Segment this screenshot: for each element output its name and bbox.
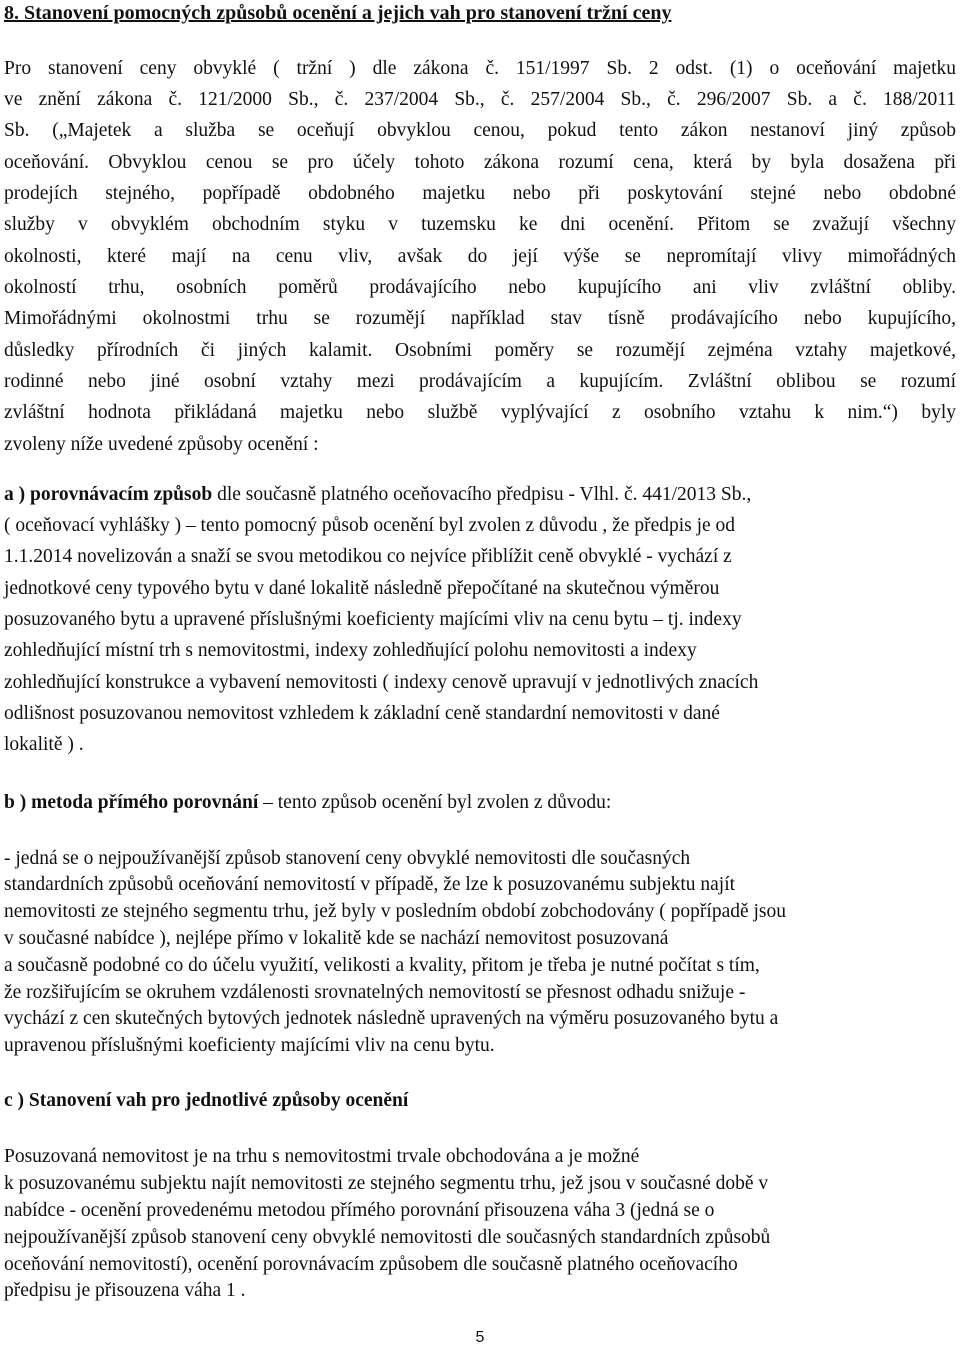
page-number: 5 — [475, 1329, 485, 1346]
section-b-line: v současné nabídce ), nejlépe přímo v lokalitě kde se nachází nemovitost posuzovaná — [4, 928, 669, 949]
section-b-title-line — [4, 792, 956, 814]
section-heading: 8. Stanovení pomocných způsobů ocenění a jejich vah pro stanovení tržní ceny — [4, 2, 672, 24]
intro-line: Pro stanovení ceny obvyklé ( tržní ) dle zákona č. 151/1997 Sb. 2 odst. (1) o oceňování majetku — [4, 58, 956, 79]
section-a-line: jednotkové ceny typového bytu v dané lokalitě následně přepočítané na skutečnou výměrou — [4, 578, 720, 599]
section-c-line: oceňování nemovitostí), ocenění porovnávacím způsobem dle současně platného oceňovacího — [4, 1254, 738, 1275]
section-c-line: předpisu je přisouzena váha 1 . — [4, 1280, 246, 1301]
intro-line: služby v obvyklém obchodním styku v tuzemsku ke dni ocenění. Přitom se zvažují všechny — [4, 214, 956, 235]
section-a-prefix: a ) — [4, 484, 30, 505]
section-b-line: vychází z cen skutečných bytových jednotek následně upravených na výměru posuzovaného bytu a — [4, 1008, 779, 1029]
intro-line: prodejích stejného, popřípadě obdobného majetku nebo při poskytování stejné nebo obdobné — [4, 183, 956, 204]
section-a-title-rest: dle současně platného oceňovacího předpisu - Vlhl. č. 441/2013 Sb., — [212, 484, 752, 505]
intro-line: rodinné nebo jiné osobní vztahy mezi prodávajícím a kupujícím. Zvláštní oblibou se rozumí — [4, 371, 956, 392]
section-a-line: odlišnost posuzovanou nemovitost vzhledem k základní ceně standardní nemovitosti v dané — [4, 703, 720, 724]
intro-line: ve znění zákona č. 121/2000 Sb., č. 237/2004 Sb., č. 257/2004 Sb., č. 296/2007 Sb. a č. 188/2011 — [4, 89, 956, 110]
section-b-line: standardních způsobů oceňování nemovitostí v případě, že lze k posuzovanému subjektu najít — [4, 874, 736, 895]
section-c-line: nejpoužívanější způsob stanovení ceny obvyklé nemovitosti dle současných standardních způsobů — [4, 1227, 771, 1248]
section-b-title: metoda přímého porovnání — [31, 792, 259, 813]
section-b-title-rest: – tento způsob ocenění byl zvolen z důvodu: — [258, 792, 612, 813]
intro-line: oceňování. Obvyklou cenou se pro účely tohoto zákona rozumí cena, která by byla dosažena při — [4, 152, 956, 173]
section-a-line: lokalitě ) . — [4, 734, 84, 755]
section-a-line: ( oceňovací vyhlášky ) – tento pomocný působ ocenění byl zvolen z důvodu , že předpis je od — [4, 515, 736, 536]
intro-line: Mimořádnými okolnostmi trhu se rozumějí například stav tísně prodávajícího nebo kupujícího, — [4, 308, 956, 329]
section-b-line: nemovitosti ze stejného segmentu trhu, jež byly v posledním období zobchodovány ( popřípadě jsou — [4, 901, 787, 922]
section-c-title: c ) Stanovení vah pro jednotlivé způsoby ocenění — [4, 1090, 409, 1111]
section-a-title-line — [4, 484, 956, 506]
intro-line: Sb. („Majetek a služba se oceňují obvyklou cenou, pokud tento zákon nestanoví jiný způsob — [4, 120, 956, 141]
section-b-line: upravenou příslušnými koeficienty majícími vliv na cenu bytu. — [4, 1035, 495, 1056]
section-b-line: že rozšiřujícím se okruhem vzdálenosti srovnatelných nemovitostí se přesnost odhadu snižuje - — [4, 982, 746, 1003]
section-b-prefix: b ) — [4, 792, 32, 813]
section-a-line: zohledňující místní trh s nemovitostmi, indexy zohledňující polohu nemovitosti a indexy — [4, 640, 697, 661]
section-b-line: a současně podobné co do účelu využití, velikosti a kvality, přitom je třeba je nutné počítat s tím, — [4, 955, 760, 976]
section-c-line: nabídce - ocenění provedenému metodou přímého porovnání přisouzena váha 3 (jedná se o — [4, 1200, 715, 1221]
section-c-line: Posuzovaná nemovitost je na trhu s nemovitostmi trvale obchodována a je možné — [4, 1146, 640, 1167]
section-a-line: posuzovaného bytu a upravené příslušnými koeficienty majícími vliv na cenu bytu – tj. indexy — [4, 609, 742, 630]
section-a-title: porovnávacím způsob — [30, 484, 213, 505]
intro-line: zvoleny níže uvedené způsoby ocenění : — [4, 434, 319, 455]
section-a-line: zohledňující konstrukce a vybavení nemovitosti ( indexy cenově upravují v jednotlivých znacích — [4, 672, 759, 693]
section-a-line: 1.1.2014 novelizován a snaží se svou metodikou co nejvíce přiblížit ceně obvyklé - vychází z — [4, 546, 732, 567]
intro-line: zvláštní hodnota přikládaná majetku nebo službě vyplývající z osobního vztahu k nim.“) byly — [4, 402, 956, 423]
intro-line: okolností trhu, osobních poměrů prodávajícího nebo kupujícího ani vliv zvláštní obliby. — [4, 277, 956, 298]
section-b-line: - jedná se o nejpoužívanější způsob stanovení ceny obvyklé nemovitosti dle současných — [4, 848, 691, 869]
intro-line: důsledky přírodních či jiných kalamit. Osobními poměry se rozumějí zejména vztahy majetkové, — [4, 340, 956, 361]
intro-line: okolnosti, které mají na cenu vliv, avšak do její výše se nepromítají vlivy mimořádných — [4, 246, 956, 267]
section-c-line: k posuzovanému subjektu najít nemovitosti ze stejného segmentu trhu, jež jsou v současné době v — [4, 1173, 769, 1194]
